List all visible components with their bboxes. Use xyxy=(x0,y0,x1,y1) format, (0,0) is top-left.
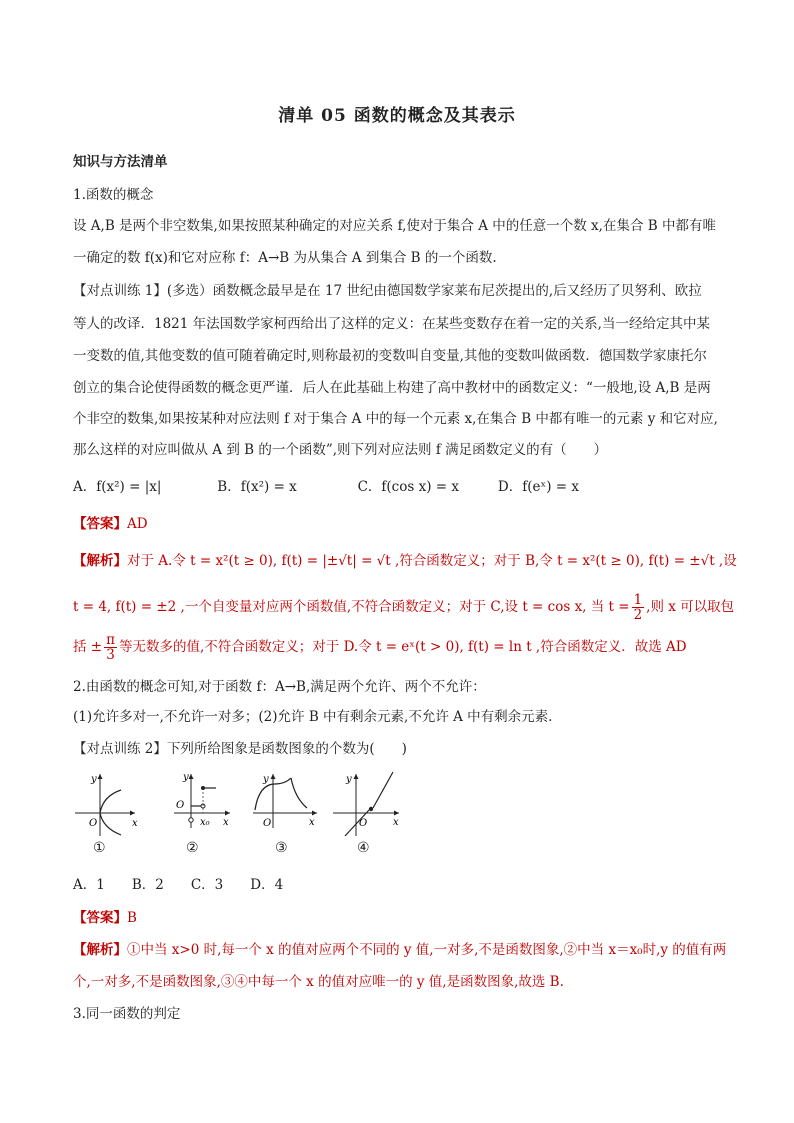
section-heading: 知识与方法清单 xyxy=(73,154,168,170)
analysis-tag: 【解析】 xyxy=(73,553,127,569)
fraction-pi-third: $\frac{\pi}{3}$ xyxy=(106,632,115,663)
axis-y-label: y xyxy=(346,774,352,785)
item1-heading: 1.函数的概念 xyxy=(73,187,154,203)
training2-analysis-line2: 个,一对多,不是函数图象,③④中每一个 x 的值对应唯一的 y 值,是函数图象,故选 B. xyxy=(73,974,564,990)
training1-line5: 个非空的数集,如果按某种对应法则 f 对于集合 A 中的每一个元素 x,在集合 B 中都有唯一的元素 y 和它对应, xyxy=(73,411,718,427)
option-d: D．f(eˣ) = x xyxy=(497,479,579,495)
function-graphs xyxy=(73,768,413,860)
option-a: A．f(x²) = |x| xyxy=(73,479,162,495)
analysis-text: 括 ± xyxy=(73,639,103,655)
training1-line1: 【对点训练 1】(多选）函数概念最早是在 17 世纪由德国数学家莱布尼茨提出的,后又经历了贝努利、欧拉 xyxy=(73,283,702,299)
option-b: B．f(x²) = x xyxy=(217,479,297,495)
graph-3-label: ③ xyxy=(275,840,288,856)
analysis-text: ①中当 x>0 时,每一个 x 的值对应两个不同的 y 值,一对多,不是函数图象,②中当 x＝x₀时,y 的值有两 xyxy=(127,942,727,958)
analysis-text: 等无数多的值,不符合函数定义；对于 D.令 t = eˣ(t > 0), f(t) = ln t ,符合函数定义．故选 AD xyxy=(118,639,687,655)
graph-1-svg xyxy=(73,768,145,838)
training1-line6: 那么这样的对应叫做从 A 到 B 的一个函数”,则下列对应法则 f 满足函数定义的有（ ） xyxy=(73,442,608,458)
axis-x-label: x xyxy=(309,817,315,828)
x0-label: x₀ xyxy=(200,817,210,828)
axis-x-label: x xyxy=(393,817,399,828)
axis-y-label: y xyxy=(183,772,189,783)
item3-heading: 3.同一函数的判定 xyxy=(73,1006,181,1022)
training1-line2: 等人的改译．1821 年法国数学家柯西给出了这样的定义：在某些变数存在着一定的关系,当一经给定其中某 xyxy=(73,316,710,332)
page-title: 清单 05 函数的概念及其表示 xyxy=(278,106,516,126)
training2-line1: 【对点训练 2】下列所给图象是函数图象的个数为( ) xyxy=(73,741,407,757)
analysis-text: 对于 A.令 t = x²(t ≥ 0), f(t) = |±√t| = √t ,符合函数定义；对于 B,令 t = x²(t ≥ 0), f(t) = ±√t ,设 xyxy=(127,553,737,569)
graph-2-label: ② xyxy=(186,840,199,856)
origin-label: O xyxy=(263,818,272,829)
origin-label: O xyxy=(89,818,98,829)
training1-answer xyxy=(73,514,148,534)
origin-label: O xyxy=(176,800,185,811)
item1-line1: 设 A,B 是两个非空数集,如果按照某种确定的对应关系 f,使对于集合 A 中的任意一个数 x,在集合 B 中都有唯 xyxy=(73,218,716,234)
training1-line4: 创立的集合论使得函数的概念更严谨．后人在此基础上构建了高中教材中的函数定义：“一般地,设 A,B 是两 xyxy=(73,380,711,396)
training1-line3: 一变数的值,其他变数的值可随着确定时,则称最初的变数叫自变量,其他的变数叫做函数．德国数学家康托尔 xyxy=(73,348,707,364)
analysis-text: t = 4, f(t) = ±2 ,一个自变量对应两个函数值,不符合函数定义；对于 C,设 t = cos x, 当 t = xyxy=(73,599,630,615)
training2-options: A．1 B．2 C．3 D．4 xyxy=(73,877,284,893)
graph-2 xyxy=(166,768,238,856)
graph-1 xyxy=(73,768,145,856)
axis-x-label: x xyxy=(223,817,229,828)
graph-3-svg xyxy=(251,768,323,838)
analysis-tag: 【解析】 xyxy=(73,942,127,958)
item1-line2: 一确定的数 f(x)和它对应称 f：A→B 为从集合 A 到集合 B 的一个函数. xyxy=(73,250,497,266)
graph-4-svg xyxy=(331,768,407,838)
graph-4-label: ④ xyxy=(357,840,370,856)
answer-tag: 【答案】 xyxy=(73,910,127,926)
axis-x-label: x xyxy=(132,818,138,829)
graph-2-svg xyxy=(166,768,238,838)
axis-y-label: y xyxy=(263,774,269,785)
analysis-text: ,则 x 可以取包 xyxy=(646,599,735,615)
training1-analysis-line2 xyxy=(73,593,734,622)
training1-analysis-line1 xyxy=(73,551,737,571)
answer-tag: 【答案】 xyxy=(73,516,127,532)
fraction-one-half: $\frac{1}{2}$ xyxy=(633,592,643,623)
training2-answer xyxy=(73,908,137,928)
training1-options xyxy=(73,477,579,497)
graph-3 xyxy=(251,768,323,856)
axis-y-label: y xyxy=(91,774,97,785)
origin-label: O xyxy=(359,818,368,829)
training1-analysis-line3 xyxy=(73,633,687,662)
option-c: C．f(cos x) = x xyxy=(357,479,459,495)
item2-line1: 2.由函数的概念可知,对于函数 f：A→B,满足两个允许、两个不允许： xyxy=(73,679,486,695)
graph-1-label: ① xyxy=(93,840,106,856)
training2-analysis-line1 xyxy=(73,940,726,960)
item2-line2: (1)允许多对一,不允许一对多；(2)允许 B 中有剩余元素,不允许 A 中有剩余元素. xyxy=(73,709,553,725)
answer-value: AD xyxy=(127,516,148,532)
answer-value: B xyxy=(127,910,137,926)
graph-4 xyxy=(331,768,407,856)
